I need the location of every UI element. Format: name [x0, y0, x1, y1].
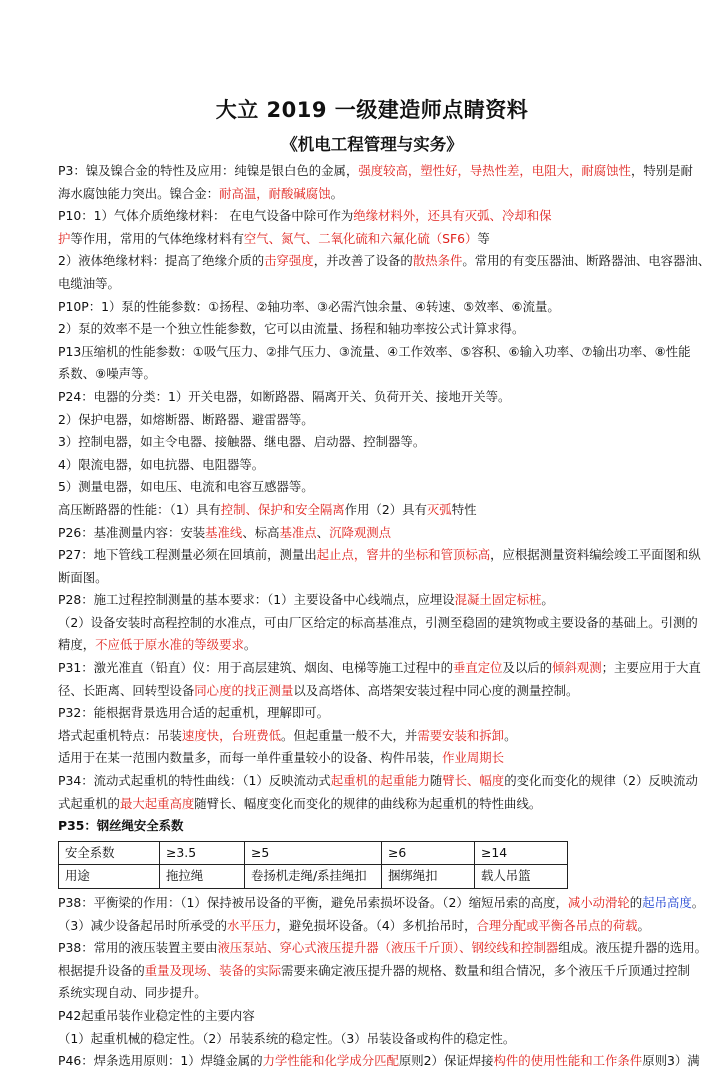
text-line [58, 815, 688, 838]
table-cell: 载人吊篮 [475, 865, 568, 889]
highlighted-text: 垂直定位 [452, 660, 503, 676]
text-segment: P38：常用的液压装置主要由 [58, 940, 218, 956]
notes-block-2 [58, 892, 707, 1073]
highlighted-text: 倾斜观测 [552, 660, 602, 676]
highlighted-text: 沉降观测点 [329, 524, 392, 540]
highlighted-text: 散热条件 [412, 253, 463, 269]
blue-text: 起吊高度 [642, 895, 692, 910]
table-row [59, 865, 568, 889]
page-title: 大立 2019 一级建造师点睛资料 [215, 98, 529, 122]
highlighted-text: 最大起重高度 [119, 795, 195, 811]
text-line [58, 612, 698, 635]
text-segment: P3：镍及镍合金的特性及应用：纯镍是银白色的金属， [58, 163, 359, 178]
text-line [58, 363, 688, 386]
text-line [58, 522, 688, 545]
document-body [58, 160, 711, 1073]
table-cell: ≥3.5 [160, 841, 245, 865]
text-segment: 高压断路器的性能：（1）具有 [58, 501, 221, 517]
text-line [58, 386, 688, 409]
text-line [58, 793, 688, 816]
text-segment: P31：激光准直（铅直）仪：用于高层建筑、烟囱、电梯等施工过程中的 [58, 660, 453, 676]
text-line [58, 228, 688, 251]
text-segment: 式起重机的 [58, 795, 120, 811]
highlighted-text: 作业周期长 [442, 750, 505, 766]
text-segment: （2）设备安装时高程控制的水准点，可由厂区给定的标高基准点，引测至稳固的建筑物或主要设备的基础上。引测的 [58, 614, 698, 630]
text-segment: P38：平衡梁的作用：（1）保持被吊设备的平衡，避免吊索损坏设备。（2）缩短吊索的高度， [58, 895, 568, 910]
text-line [58, 702, 688, 725]
highlighted-text: 合理分配或平衡各吊点的荷载 [476, 917, 638, 933]
highlighted-text: 需要安装和拆卸 [417, 727, 505, 743]
text-segment: 。 [243, 637, 257, 653]
highlighted-text: 不应低于原水准的等级要求 [95, 637, 244, 653]
highlighted-text: 液压泵站、穿心式液压提升器（液压千斤顶）、钢绞线和控制器 [217, 940, 559, 956]
text-segment: 的 [629, 895, 643, 910]
wire-rope-safety-table [58, 841, 568, 889]
text-segment: ，应根据测量资料编绘竣工平面图和纵 [490, 547, 701, 563]
text-segment: 。 [691, 895, 705, 910]
text-segment: ，并改善了设备的 [313, 253, 413, 269]
highlighted-text: 耐高温，耐酸碱腐蚀 [219, 185, 331, 201]
text-segment: 海水腐蚀能力突出。镍合金： [58, 185, 220, 201]
text-line [58, 409, 688, 432]
text-line [58, 915, 688, 938]
text-segment: P10P：1）泵的性能参数：①扬程、②轴功率、③必需汽蚀余量、④转速、⑤效率、⑥流量。 [58, 298, 560, 314]
highlighted-text: 护 [58, 230, 71, 246]
text-line [58, 318, 688, 341]
text-segment: P46：焊条选用原则：1）焊缝金属的 [58, 1053, 263, 1069]
text-segment: 及以后的 [502, 660, 553, 676]
highlighted-text: 臂长、幅度 [442, 773, 505, 789]
text-segment: 等作用，常用的气体绝缘材料有 [70, 230, 244, 246]
text-line [58, 1050, 700, 1073]
text-segment: 的变化而变化的规律（2）反映流动 [504, 773, 698, 789]
highlighted-text: 强度较高，塑性好，导热性差，电阻大，耐腐蚀性 [358, 163, 631, 178]
text-segment: 3）控制电器，如主令电器、接触器、继电器、启动器、控制器等。 [58, 434, 426, 450]
text-line [58, 160, 693, 183]
text-line [58, 960, 688, 983]
highlighted-text: 水平压力 [226, 917, 277, 933]
text-segment: 。常用的有变压器油、断路器油、电容器油、 [462, 253, 711, 269]
text-segment: 精度， [58, 637, 96, 653]
text-segment: 径、长距离、回转型设备 [58, 682, 195, 698]
text-line [58, 454, 688, 477]
text-segment: P26：基准测量内容：安装 [58, 524, 206, 540]
text-line [58, 250, 711, 273]
text-line [58, 567, 688, 590]
text-segment: P32：能根据背景选用合适的起重机，理解即可。 [58, 705, 330, 721]
text-segment: ，避免损坏设备。（4）多机抬吊时， [276, 917, 477, 933]
text-segment: P27：地下管线工程测量必须在回填前，测量出 [58, 547, 317, 563]
text-line [58, 634, 688, 657]
text-segment: 2）保护电器，如熔断器、断路器、避雷器等。 [58, 411, 314, 427]
text-segment: P10：1）气体介质绝缘材料： 在电气设备中除可作为 [58, 208, 354, 224]
text-line [58, 982, 688, 1005]
highlighted-text: 击穿强度 [264, 253, 314, 269]
text-line [58, 680, 688, 703]
text-segment: P28：施工过程控制测量的基本要求：（1）主要设备中心线端点，应埋设 [58, 592, 455, 608]
text-line [58, 1028, 688, 1051]
text-segment: P42起重吊装作业稳定性的主要内容 [58, 1007, 255, 1023]
highlighted-text: 基准点 [279, 524, 317, 540]
table-cell: ≥14 [475, 841, 568, 865]
text-line [58, 589, 688, 612]
text-line [58, 341, 691, 364]
text-segment: 作用（2）具有 [344, 501, 427, 517]
text-line [58, 770, 698, 793]
text-segment: ；主要应用于大直 [601, 660, 701, 676]
text-line [58, 1005, 688, 1028]
text-segment: 随 [429, 773, 443, 789]
text-segment: P24：电器的分类：1）开关电器，如断路器、隔离开关、负荷开关、接地开关等。 [58, 388, 511, 404]
highlighted-text: 重量及现场、装备的实际 [144, 962, 282, 978]
text-segment: 根据提升设备的 [58, 962, 145, 978]
text-segment: 2）泵的效率不是一个独立性能参数，它可以由流量、扬程和轴功率按公式计算求得。 [58, 321, 525, 337]
text-segment: 适用于在某一范围内数量多，而每一单件重量较小的设备、构件吊装， [58, 750, 443, 766]
highlighted-text: 构件的使用性能和工作条件 [493, 1053, 643, 1069]
highlighted-text: 空气、氮气、二氧化硫和六氟化硫（SF6） [243, 230, 478, 246]
text-segment: 随臂长、幅度变化而变化的规律的曲线称为起重机的特性曲线。 [194, 795, 542, 811]
text-segment: 。但起重量一般不大，并 [281, 727, 418, 743]
table-cell: 捆绑绳扣 [382, 865, 475, 889]
table-cell: 用途 [59, 865, 160, 889]
page-subtitle: 《机电工程管理与实务》 [281, 135, 463, 154]
text-segment: P34：流动式起重机的特性曲线：（1）反映流动式 [58, 773, 331, 789]
highlighted-text: 同心度的找正测量 [194, 682, 294, 698]
highlighted-text: 速度快，台班费低 [181, 727, 282, 743]
table-cell: 安全系数 [59, 841, 160, 865]
text-line [58, 892, 705, 915]
table-cell: ≥5 [245, 841, 382, 865]
text-segment: 组成。液压提升器的选用。 [558, 940, 707, 956]
highlighted-text: 绝缘材料外，还具有灭弧、冷却和保 [353, 208, 552, 224]
text-line [58, 657, 701, 680]
highlighted-text: 力学性能和化学成分匹配 [262, 1053, 399, 1069]
text-line [58, 937, 707, 960]
text-segment: 原则3）满 [642, 1053, 700, 1069]
text-segment: 、标高 [242, 524, 280, 540]
notes-block-1 [58, 160, 711, 838]
text-line [58, 747, 688, 770]
highlighted-text: 基准线 [205, 524, 243, 540]
text-segment: 。 [504, 727, 517, 743]
highlighted-text: 控制、保护和安全隔离 [220, 501, 345, 517]
text-segment: 断面图。 [58, 569, 108, 585]
text-segment: 。 [541, 592, 554, 608]
text-segment: 4）限流电器，如电抗器、电阻器等。 [58, 456, 265, 472]
text-segment: （1）起重机械的稳定性。（2）吊装系统的稳定性。（3）吊装设备或构件的稳定性。 [58, 1030, 516, 1046]
text-line [58, 431, 688, 454]
text-segment: 、 [316, 524, 330, 540]
text-segment: （3）减少设备起吊时所承受的 [58, 917, 227, 933]
highlighted-text: 起重机的起重能力 [330, 773, 430, 789]
table-cell: 卷扬机走绳/系挂绳扣 [245, 865, 382, 889]
text-segment: 等 [477, 230, 490, 246]
text-segment: 原则2）保证焊接 [398, 1053, 494, 1069]
text-segment: 。 [330, 185, 343, 201]
highlighted-text: 起止点，窨井的坐标和管顶标高 [316, 547, 491, 563]
highlighted-text: 减小动滑轮 [567, 895, 630, 910]
text-line [58, 476, 688, 499]
table-cell: ≥6 [382, 841, 475, 865]
text-segment: P35：钢丝绳安全系数 [58, 818, 184, 834]
text-line [58, 725, 688, 748]
text-segment: 5）测量电器，如电压、电流和电容互感器等。 [58, 479, 314, 495]
text-segment: 特性 [451, 501, 477, 517]
table-row [59, 841, 568, 865]
text-segment: 系统实现自动、同步提升。 [58, 985, 207, 1001]
text-segment: 。 [637, 917, 650, 933]
table-cell: 拖拉绳 [160, 865, 245, 889]
text-segment: P13压缩机的性能参数：①吸气压力、②排气压力、③流量、④工作效率、⑤容积、⑥输入功率、⑦输出功率、⑧性能 [58, 343, 691, 359]
text-segment: ，特别是耐 [630, 163, 693, 178]
text-segment: 需要来确定液压提升器的规格、数量和组合情况，多个液压千斤顶通过控制 [281, 962, 690, 978]
text-segment: 以及高塔体、高塔架安装过程中同心度的测量控制。 [293, 682, 579, 698]
text-segment: 系数、⑨噪声等。 [58, 366, 156, 382]
highlighted-text: 灭弧 [426, 501, 452, 517]
text-segment: 2）液体绝缘材料：提高了绝缘介质的 [58, 253, 265, 269]
text-line [58, 273, 688, 296]
text-line [58, 544, 701, 567]
text-line [58, 183, 688, 206]
text-line [58, 205, 688, 228]
text-line [58, 296, 688, 319]
text-line [58, 499, 688, 522]
text-segment: 电缆油等。 [58, 275, 120, 291]
highlighted-text: 混凝土固定标桩 [454, 592, 542, 608]
text-segment: 塔式起重机特点：吊装 [58, 727, 182, 743]
